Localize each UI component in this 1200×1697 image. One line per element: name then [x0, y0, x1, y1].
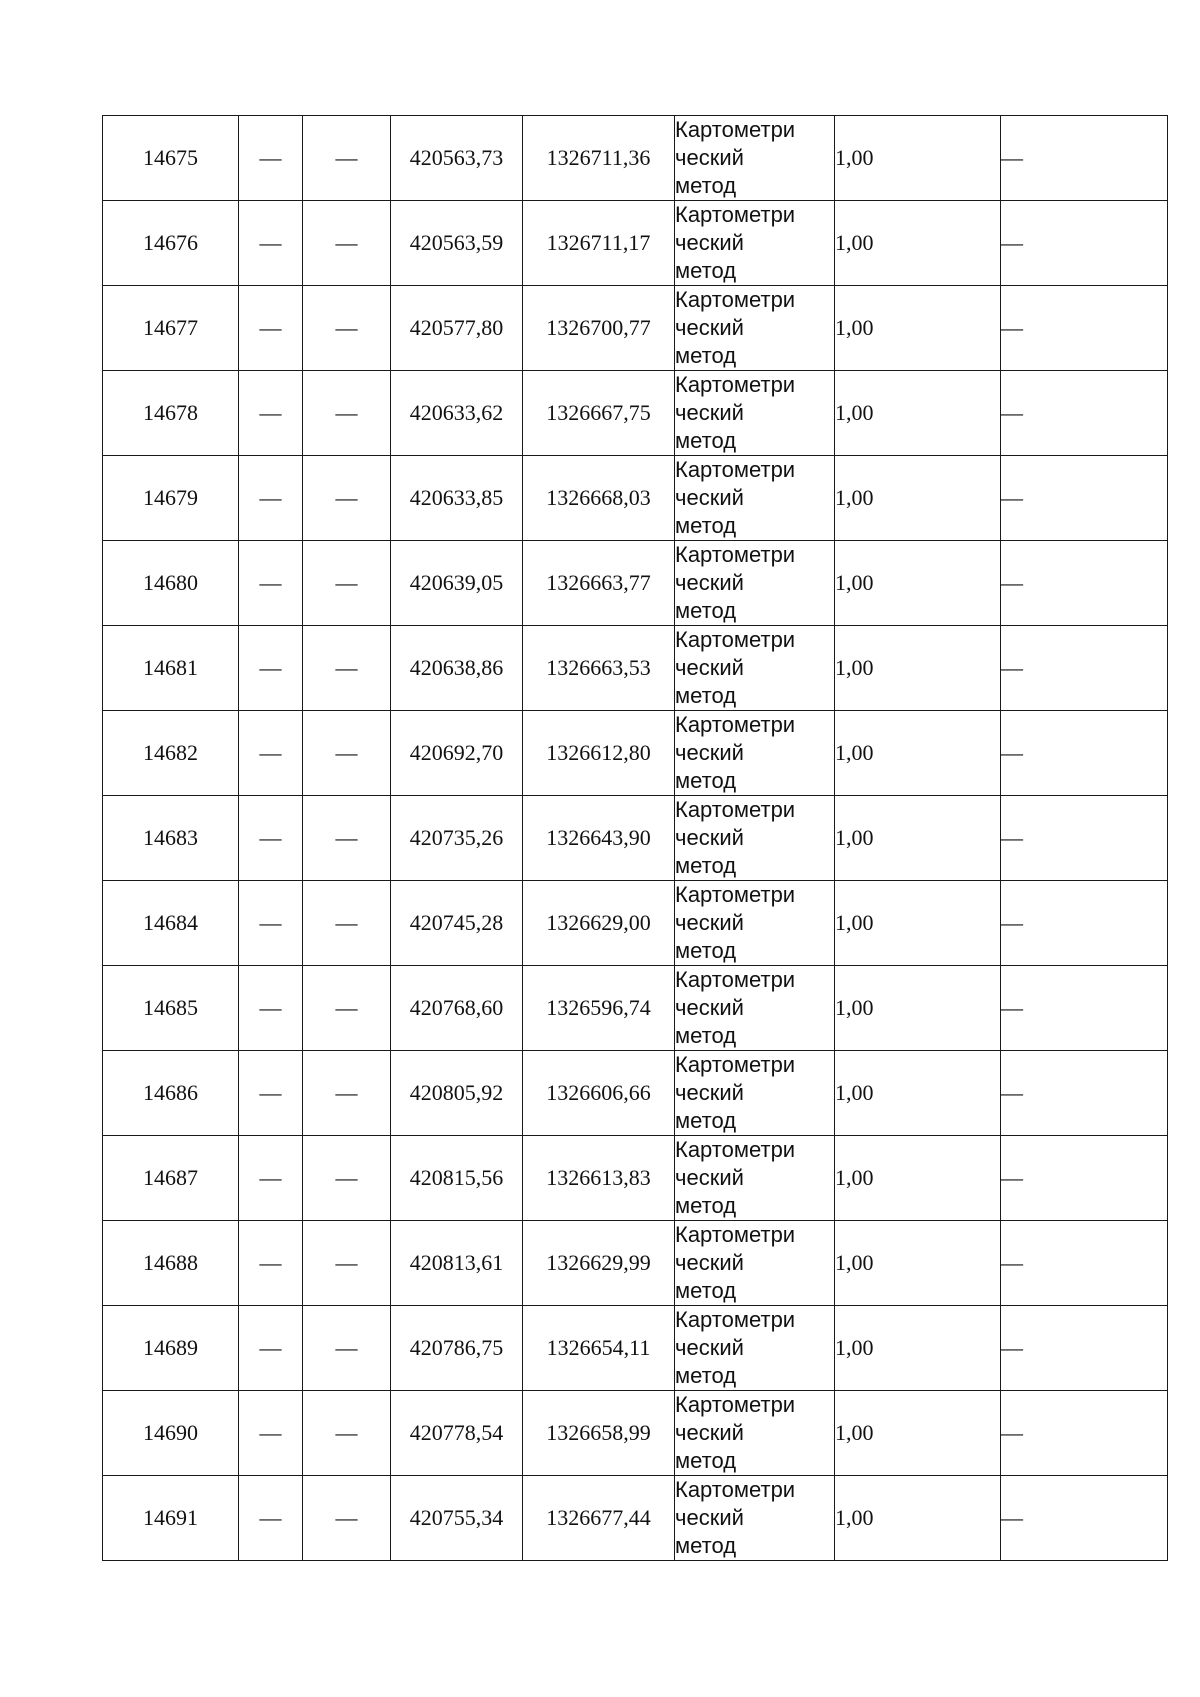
method-cell	[675, 1051, 835, 1136]
method-line: Картометри	[675, 1307, 796, 1332]
method-line: метод	[675, 1533, 737, 1558]
x-coordinate-cell: 420786,75	[391, 1306, 523, 1391]
method-cell	[675, 541, 835, 626]
point-number-cell: 14684	[103, 881, 239, 966]
x-coordinate-cell: 420563,73	[391, 116, 523, 201]
point-number-cell: 14689	[103, 1306, 239, 1391]
point-number-cell: 14681	[103, 626, 239, 711]
table-row	[103, 456, 1168, 541]
method-line: метод	[675, 1023, 737, 1048]
method-cell	[675, 1476, 835, 1561]
x-coordinate-cell: 420638,86	[391, 626, 523, 711]
y-coordinate-cell: 1326658,99	[523, 1391, 675, 1476]
table-row	[103, 711, 1168, 796]
method-cell	[675, 966, 835, 1051]
empty-value-cell: —	[239, 286, 303, 371]
empty-value-cell: —	[239, 541, 303, 626]
empty-value-cell: —	[303, 881, 391, 966]
y-coordinate-cell: 1326700,77	[523, 286, 675, 371]
point-number-cell: 14679	[103, 456, 239, 541]
point-number-cell: 14680	[103, 541, 239, 626]
x-coordinate-cell: 420735,26	[391, 796, 523, 881]
method-line: метод	[675, 173, 737, 198]
accuracy-cell: 1,00	[835, 1391, 1001, 1476]
method-cell	[675, 201, 835, 286]
method-line: Картометри	[675, 542, 796, 567]
method-line: ческий	[675, 145, 744, 170]
x-coordinate-cell: 420692,70	[391, 711, 523, 796]
accuracy-cell: 1,00	[835, 966, 1001, 1051]
method-line: Картометри	[675, 1052, 796, 1077]
accuracy-cell: 1,00	[835, 1051, 1001, 1136]
empty-value-cell: —	[1001, 966, 1168, 1051]
table-row	[103, 1221, 1168, 1306]
method-line: метод	[675, 343, 737, 368]
empty-value-cell: —	[1001, 201, 1168, 286]
accuracy-cell: 1,00	[835, 1136, 1001, 1221]
empty-value-cell: —	[239, 1051, 303, 1136]
accuracy-cell: 1,00	[835, 116, 1001, 201]
empty-value-cell: —	[303, 371, 391, 456]
method-line: Картометри	[675, 967, 796, 992]
y-coordinate-cell: 1326612,80	[523, 711, 675, 796]
point-number-cell: 14690	[103, 1391, 239, 1476]
table-row	[103, 881, 1168, 966]
method-line: метод	[675, 428, 737, 453]
point-number-cell: 14678	[103, 371, 239, 456]
method-line: метод	[675, 1363, 737, 1388]
method-line: ческий	[675, 1080, 744, 1105]
y-coordinate-cell: 1326613,83	[523, 1136, 675, 1221]
y-coordinate-cell: 1326643,90	[523, 796, 675, 881]
method-cell	[675, 1136, 835, 1221]
method-line: Картометри	[675, 1392, 796, 1417]
method-line: Картометри	[675, 627, 796, 652]
point-number-cell: 14691	[103, 1476, 239, 1561]
empty-value-cell: —	[1001, 1391, 1168, 1476]
method-line: Картометри	[675, 1137, 796, 1162]
table-row	[103, 1306, 1168, 1391]
empty-value-cell: —	[1001, 1221, 1168, 1306]
x-coordinate-cell: 420633,62	[391, 371, 523, 456]
table-row	[103, 796, 1168, 881]
y-coordinate-cell: 1326663,53	[523, 626, 675, 711]
x-coordinate-cell: 420778,54	[391, 1391, 523, 1476]
method-line: ческий	[675, 1505, 744, 1530]
method-cell	[675, 711, 835, 796]
empty-value-cell: —	[303, 711, 391, 796]
empty-value-cell: —	[239, 796, 303, 881]
method-line: метод	[675, 513, 737, 538]
method-line: ческий	[675, 1420, 744, 1445]
empty-value-cell: —	[239, 201, 303, 286]
accuracy-cell: 1,00	[835, 796, 1001, 881]
x-coordinate-cell: 420745,28	[391, 881, 523, 966]
empty-value-cell: —	[1001, 796, 1168, 881]
accuracy-cell: 1,00	[835, 1221, 1001, 1306]
empty-value-cell: —	[239, 371, 303, 456]
accuracy-cell: 1,00	[835, 626, 1001, 711]
empty-value-cell: —	[303, 541, 391, 626]
empty-value-cell: —	[303, 1391, 391, 1476]
empty-value-cell: —	[1001, 541, 1168, 626]
y-coordinate-cell: 1326596,74	[523, 966, 675, 1051]
method-line: Картометри	[675, 457, 796, 482]
method-cell	[675, 371, 835, 456]
empty-value-cell: —	[1001, 116, 1168, 201]
method-line: метод	[675, 853, 737, 878]
accuracy-cell: 1,00	[835, 456, 1001, 541]
point-number-cell: 14676	[103, 201, 239, 286]
y-coordinate-cell: 1326629,00	[523, 881, 675, 966]
method-line: ческий	[675, 655, 744, 680]
table-row	[103, 626, 1168, 711]
point-number-cell: 14686	[103, 1051, 239, 1136]
point-number-cell: 14675	[103, 116, 239, 201]
x-coordinate-cell: 420813,61	[391, 1221, 523, 1306]
empty-value-cell: —	[1001, 1136, 1168, 1221]
accuracy-cell: 1,00	[835, 541, 1001, 626]
method-line: метод	[675, 598, 737, 623]
method-line: Картометри	[675, 287, 796, 312]
method-line: ческий	[675, 315, 744, 340]
accuracy-cell: 1,00	[835, 711, 1001, 796]
empty-value-cell: —	[303, 286, 391, 371]
empty-value-cell: —	[303, 1051, 391, 1136]
empty-value-cell: —	[1001, 456, 1168, 541]
method-line: ческий	[675, 910, 744, 935]
point-number-cell: 14688	[103, 1221, 239, 1306]
table-row	[103, 371, 1168, 456]
table-body	[103, 116, 1168, 1561]
accuracy-cell: 1,00	[835, 371, 1001, 456]
method-line: Картометри	[675, 202, 796, 227]
empty-value-cell: —	[1001, 286, 1168, 371]
table-row	[103, 541, 1168, 626]
method-cell	[675, 116, 835, 201]
empty-value-cell: —	[303, 1476, 391, 1561]
y-coordinate-cell: 1326629,99	[523, 1221, 675, 1306]
accuracy-cell: 1,00	[835, 201, 1001, 286]
x-coordinate-cell: 420755,34	[391, 1476, 523, 1561]
method-line: ческий	[675, 825, 744, 850]
empty-value-cell: —	[239, 1136, 303, 1221]
point-number-cell: 14677	[103, 286, 239, 371]
y-coordinate-cell: 1326711,17	[523, 201, 675, 286]
y-coordinate-cell: 1326606,66	[523, 1051, 675, 1136]
empty-value-cell: —	[303, 626, 391, 711]
method-line: Картометри	[675, 712, 796, 737]
empty-value-cell: —	[303, 796, 391, 881]
method-line: ческий	[675, 740, 744, 765]
table-row	[103, 1051, 1168, 1136]
empty-value-cell: —	[303, 1306, 391, 1391]
method-cell	[675, 1221, 835, 1306]
accuracy-cell: 1,00	[835, 286, 1001, 371]
table-row	[103, 201, 1168, 286]
x-coordinate-cell: 420815,56	[391, 1136, 523, 1221]
method-cell	[675, 286, 835, 371]
method-line: Картометри	[675, 1222, 796, 1247]
method-line: метод	[675, 768, 737, 793]
accuracy-cell: 1,00	[835, 881, 1001, 966]
method-cell	[675, 881, 835, 966]
method-line: ческий	[675, 400, 744, 425]
method-cell	[675, 626, 835, 711]
empty-value-cell: —	[1001, 1306, 1168, 1391]
y-coordinate-cell: 1326677,44	[523, 1476, 675, 1561]
empty-value-cell: —	[239, 1476, 303, 1561]
y-coordinate-cell: 1326654,11	[523, 1306, 675, 1391]
empty-value-cell: —	[1001, 626, 1168, 711]
empty-value-cell: —	[1001, 1476, 1168, 1561]
y-coordinate-cell: 1326711,36	[523, 116, 675, 201]
method-line: ческий	[675, 1335, 744, 1360]
point-number-cell: 14683	[103, 796, 239, 881]
method-line: метод	[675, 1448, 737, 1473]
table-row	[103, 1391, 1168, 1476]
accuracy-cell: 1,00	[835, 1306, 1001, 1391]
empty-value-cell: —	[239, 116, 303, 201]
x-coordinate-cell: 420768,60	[391, 966, 523, 1051]
method-line: метод	[675, 1193, 737, 1218]
empty-value-cell: —	[303, 1221, 391, 1306]
accuracy-cell: 1,00	[835, 1476, 1001, 1561]
table-row	[103, 1136, 1168, 1221]
method-line: ческий	[675, 995, 744, 1020]
x-coordinate-cell: 420633,85	[391, 456, 523, 541]
empty-value-cell: —	[303, 1136, 391, 1221]
empty-value-cell: —	[1001, 881, 1168, 966]
method-line: метод	[675, 1108, 737, 1133]
table-row	[103, 966, 1168, 1051]
point-number-cell: 14687	[103, 1136, 239, 1221]
coordinates-table	[102, 115, 1168, 1561]
method-line: Картометри	[675, 882, 796, 907]
method-line: Картометри	[675, 372, 796, 397]
empty-value-cell: —	[1001, 371, 1168, 456]
empty-value-cell: —	[303, 116, 391, 201]
method-line: метод	[675, 1278, 737, 1303]
method-line: Картометри	[675, 797, 796, 822]
empty-value-cell: —	[239, 881, 303, 966]
table-row	[103, 116, 1168, 201]
table-row	[103, 286, 1168, 371]
empty-value-cell: —	[239, 966, 303, 1051]
empty-value-cell: —	[303, 201, 391, 286]
method-line: ческий	[675, 485, 744, 510]
empty-value-cell: —	[239, 626, 303, 711]
method-line: ческий	[675, 570, 744, 595]
empty-value-cell: —	[239, 1306, 303, 1391]
method-line: ческий	[675, 230, 744, 255]
point-number-cell: 14685	[103, 966, 239, 1051]
method-line: ческий	[675, 1250, 744, 1275]
method-cell	[675, 796, 835, 881]
method-line: ческий	[675, 1165, 744, 1190]
point-number-cell: 14682	[103, 711, 239, 796]
empty-value-cell: —	[239, 1221, 303, 1306]
method-line: метод	[675, 258, 737, 283]
y-coordinate-cell: 1326667,75	[523, 371, 675, 456]
method-line: Картометри	[675, 1477, 796, 1502]
x-coordinate-cell: 420577,80	[391, 286, 523, 371]
y-coordinate-cell: 1326663,77	[523, 541, 675, 626]
y-coordinate-cell: 1326668,03	[523, 456, 675, 541]
x-coordinate-cell: 420563,59	[391, 201, 523, 286]
x-coordinate-cell: 420805,92	[391, 1051, 523, 1136]
method-line: Картометри	[675, 117, 796, 142]
method-cell	[675, 456, 835, 541]
x-coordinate-cell: 420639,05	[391, 541, 523, 626]
empty-value-cell: —	[239, 711, 303, 796]
method-cell	[675, 1391, 835, 1476]
empty-value-cell: —	[303, 456, 391, 541]
empty-value-cell: —	[1001, 711, 1168, 796]
method-cell	[675, 1306, 835, 1391]
empty-value-cell: —	[239, 456, 303, 541]
table-row	[103, 1476, 1168, 1561]
method-line: метод	[675, 683, 737, 708]
empty-value-cell: —	[1001, 1051, 1168, 1136]
empty-value-cell: —	[239, 1391, 303, 1476]
method-line: метод	[675, 938, 737, 963]
empty-value-cell: —	[303, 966, 391, 1051]
